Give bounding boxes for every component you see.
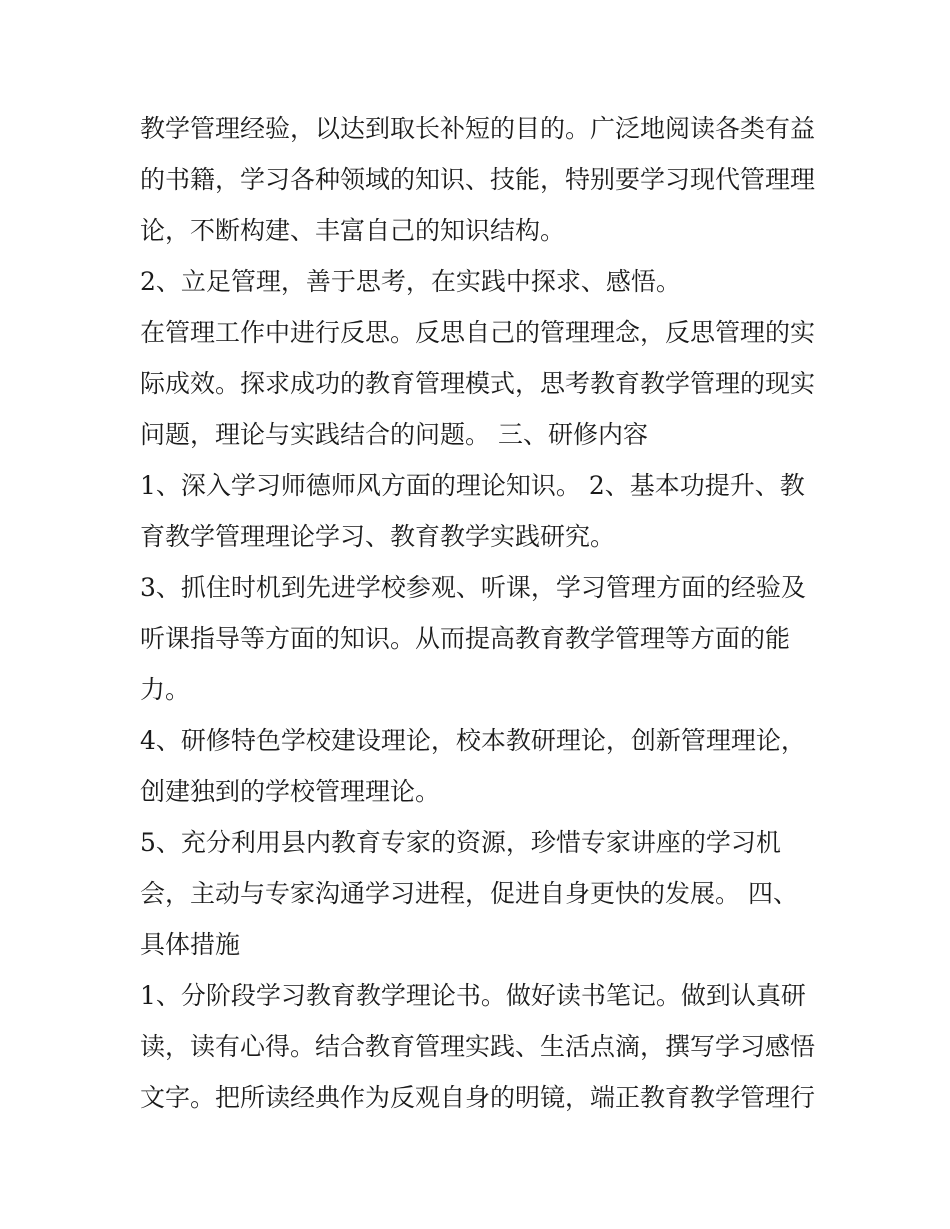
text-line: 会，主动与专家沟通学习进程，促进自身更快的发展。 四、 [140,879,798,908]
text-line: 问题，理论与实践结合的问题。 三、研修内容 [140,420,648,449]
text-line: 读，读有心得。结合教育管理实践、生活点滴，撰写学习感悟 [140,1032,816,1061]
text-line: 听课指导等方面的知识。从而提高教育教学管理等方面的能 [140,624,791,653]
text-line: 5、充分利用县内教育专家的资源，珍惜专家讲座的学习机 [140,828,781,857]
text-line: 育教学管理理论学习、教育教学实践研究。 [140,522,616,551]
text-line: 在管理工作中进行反思。反思自己的管理理念，反思管理的实 [140,318,816,347]
text-line: 的书籍，学习各种领域的知识、技能，特别要学习现代管理理 [140,165,816,194]
text-line: 论，不断构建、丰富自己的知识结构。 [140,216,566,245]
text-line: 1、分阶段学习教育教学理论书。做好读书笔记。做到认真研 [140,981,806,1010]
text-line: 教学管理经验，以达到取长补短的目的。广泛地阅读各类有益 [140,114,816,143]
text-line: 力。 [140,675,191,704]
text-line: 创建独到的学校管理理论。 [140,777,441,806]
text-line: 2、立足管理，善于思考，在实践中探求、感悟。 [140,267,681,296]
text-line: 具体措施 [140,930,241,959]
text-line: 际成效。探求成功的教育管理模式，思考教育教学管理的现实 [140,369,816,398]
document-body [140,103,820,1123]
text-line: 1、深入学习师德师风方面的理论知识。 2、基本功提升、教 [140,471,805,500]
text-line: 4、研修特色学校建设理论，校本教研理论，创新管理理论， [140,726,806,755]
text-line: 文字。把所读经典作为反观自身的明镜，端正教育教学管理行 [140,1083,816,1112]
text-line: 3、抓住时机到先进学校参观、听课，学习管理方面的经验及 [140,573,806,602]
